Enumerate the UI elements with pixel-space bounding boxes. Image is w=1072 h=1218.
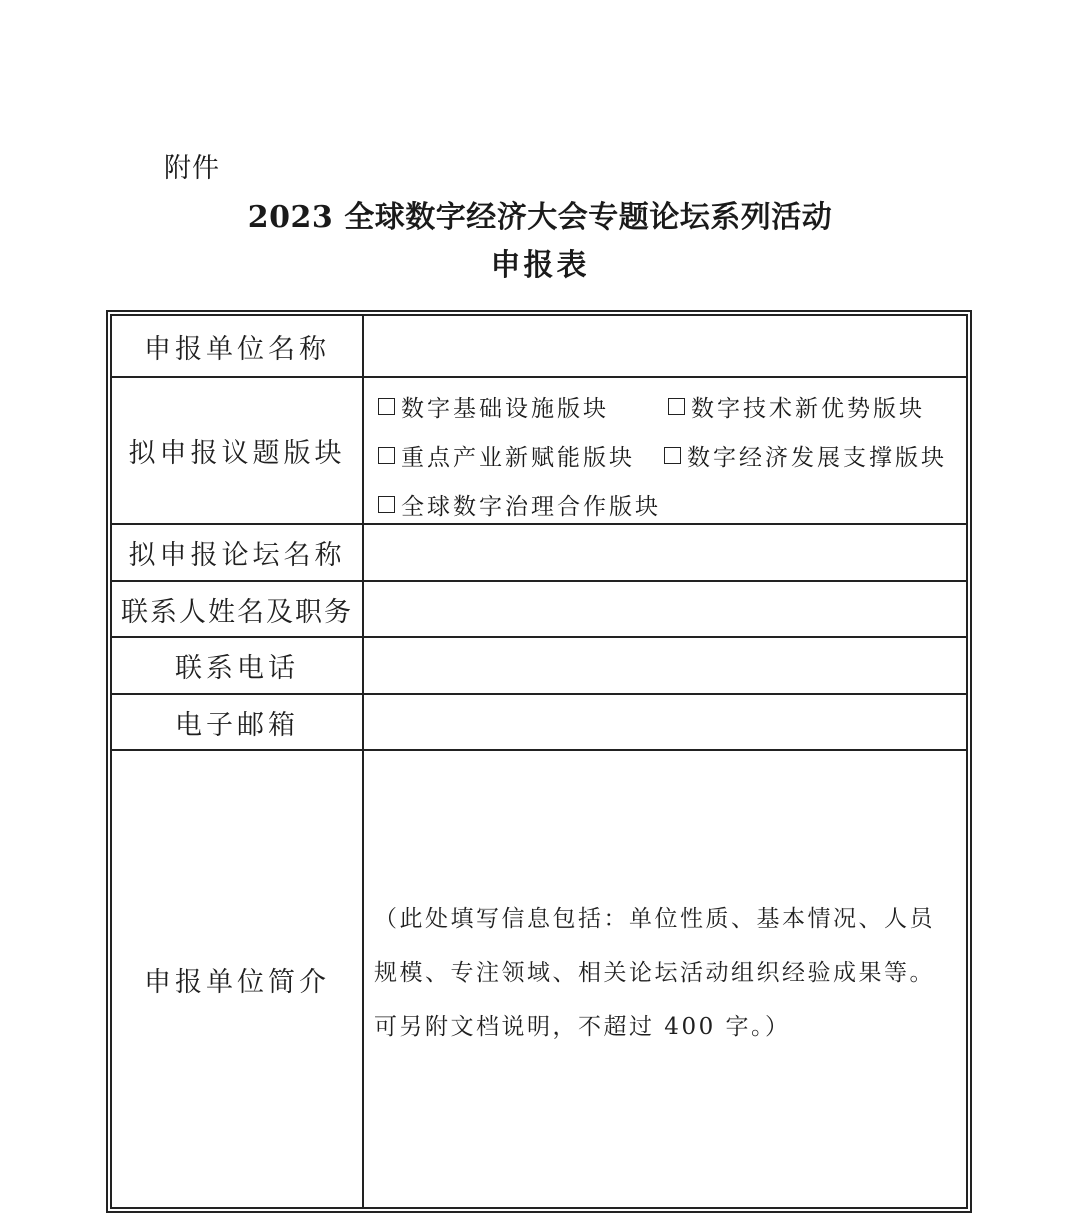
phone-field[interactable] <box>363 637 967 694</box>
table-row <box>111 524 967 581</box>
intro-field[interactable] <box>363 750 967 1208</box>
checkbox-icon[interactable] <box>668 398 685 415</box>
topic-section-label: 拟申报议题版块 <box>111 377 363 524</box>
intro-label: 申报单位简介 <box>111 750 363 1208</box>
checkbox-icon[interactable] <box>378 447 395 464</box>
topic-option-global-governance[interactable] <box>378 488 661 521</box>
phone-label: 联系电话 <box>111 637 363 694</box>
checkbox-icon[interactable] <box>378 496 395 513</box>
unit-name-label: 申报单位名称 <box>111 315 363 377</box>
topic-option-label: 数字基础设施版块 <box>401 396 609 422</box>
form-subtitle: 申报表 <box>490 248 590 283</box>
topic-option-key-industry[interactable] <box>378 439 635 472</box>
table-row <box>111 637 967 694</box>
email-label: 电子邮箱 <box>111 694 363 750</box>
table-row <box>111 377 967 524</box>
checkbox-icon[interactable] <box>664 447 681 464</box>
topic-option-label: 数字技术新优势版块 <box>691 396 925 422</box>
forum-name-field[interactable] <box>363 524 967 581</box>
topic-option-label: 数字经济发展支撑版块 <box>687 445 947 471</box>
table-row <box>111 750 967 1208</box>
topic-option-digital-infrastructure[interactable] <box>378 390 609 423</box>
topic-options-cell <box>363 377 967 524</box>
table-row <box>111 694 967 750</box>
intro-instructions: （此处填写信息包括：单位性质、基本情况、人员规模、专注领域、相关论坛活动组织经验成果等。可另附文档说明，不超过 400 字。） <box>374 906 935 1040</box>
forum-name-label: 拟申报论坛名称 <box>111 524 363 581</box>
topic-option-digital-technology[interactable] <box>668 390 925 423</box>
topic-option-digital-economy-support[interactable] <box>664 439 947 472</box>
table-row <box>111 315 967 377</box>
attachment-label: 附件 <box>164 153 220 184</box>
unit-name-field[interactable] <box>363 315 967 377</box>
email-field[interactable] <box>363 694 967 750</box>
contact-name-label: 联系人姓名及职务 <box>111 581 363 637</box>
topic-options <box>364 378 966 523</box>
topic-option-label: 重点产业新赋能版块 <box>401 445 635 471</box>
checkbox-icon[interactable] <box>378 398 395 415</box>
application-form-table <box>110 314 968 1209</box>
topic-option-label: 全球数字治理合作版块 <box>401 494 661 520</box>
table-row <box>111 581 967 637</box>
form-title: 2023 全球数字经济大会专题论坛系列活动 <box>247 200 833 235</box>
contact-name-field[interactable] <box>363 581 967 637</box>
